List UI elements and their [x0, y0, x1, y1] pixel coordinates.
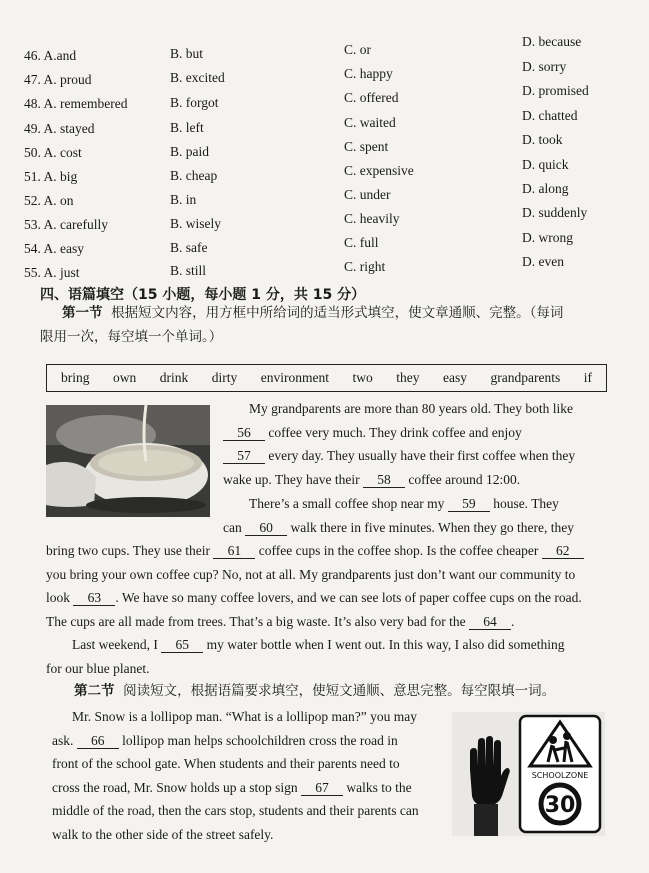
part2-label: 第二节: [74, 683, 115, 699]
part1-paragraph-2b: bring two cups. They use their 61 coffee cups in the coffee shop. Is the coffee cheaper 62 you bring your own coffee cup? No, not at all. My grandparents just don’t want our community to look 63 . We have so many coffee lovers, and we can see lots of paper coffee cups on the road. The cups are all made from trees. That’s a big waste. It’s also very bad for the 64 . Last weekend, I 65 my water bottle when I went out. In this way, I also did something for our blue planet.: [46, 543, 582, 676]
word-they: they: [396, 370, 420, 385]
option-46-d: D. because: [522, 34, 582, 49]
option-53-d: D. suddenly: [522, 205, 588, 220]
option-47-a: 47. A. proud: [24, 72, 92, 87]
option-55-c: C. right: [344, 259, 386, 274]
blank-59[interactable]: 59: [448, 496, 490, 512]
coffee-cup-photo: [46, 405, 210, 517]
blank-64[interactable]: 64: [469, 614, 511, 630]
option-46-a: 46. A.and: [24, 48, 77, 63]
part1-instruction-b: 限用一次，每空填一个单词。）: [40, 329, 223, 345]
option-46-c: C. or: [344, 42, 371, 57]
part1-label: 第一节: [62, 305, 103, 321]
section-4-heading: 四、语篇填空（15 小题，每小题 1 分，共 15 分）: [40, 287, 366, 303]
option-50-d: D. took: [522, 132, 563, 147]
blank-66[interactable]: 66: [77, 733, 119, 749]
option-48-b: B. forgot: [170, 95, 219, 110]
school-zone-sign-photo: [452, 712, 605, 836]
blank-60[interactable]: 60: [245, 520, 287, 536]
speed-limit-number: 30: [544, 793, 576, 818]
option-51-a: 51. A. big: [24, 169, 78, 184]
blank-62[interactable]: 62: [542, 543, 584, 559]
blank-58[interactable]: 58: [363, 472, 405, 488]
word-easy: easy: [442, 370, 467, 385]
blank-67[interactable]: 67: [301, 780, 343, 796]
blank-56[interactable]: 56: [223, 425, 265, 441]
option-51-b: B. cheap: [170, 168, 218, 183]
option-47-c: C. happy: [344, 66, 393, 81]
option-52-c: C. under: [344, 187, 391, 202]
option-55-b: B. still: [170, 263, 207, 278]
option-52-d: D. along: [522, 181, 569, 196]
option-47-d: D. sorry: [522, 59, 567, 74]
option-53-a: 53. A. carefully: [24, 217, 108, 232]
word-if: if: [583, 370, 592, 385]
schoolzone-label: SCHOOLZONE: [531, 771, 589, 780]
word-environment: environment: [260, 370, 329, 385]
option-48-a: 48. A. remembered: [24, 96, 128, 111]
option-54-b: B. safe: [170, 240, 208, 255]
option-50-b: B. paid: [170, 144, 209, 159]
option-52-b: B. in: [170, 192, 197, 207]
word-drink: drink: [159, 370, 189, 385]
part1-instruction-a: 根据短文内容，用方框中所给词的适当形式填空，使文章通顺、完整。（每词: [111, 305, 564, 321]
part1-instruction-line1: [62, 302, 563, 324]
option-54-d: D. wrong: [522, 230, 573, 245]
word-box: [46, 364, 607, 392]
option-49-a: 49. A. stayed: [24, 121, 95, 136]
part2-paragraph: Mr. Snow is a lollipop man. “What is a lollipop man?” you may ask. 66 lollipop man helps schoolchildren cross the road in front of the school gate. When students and their parents need to cross the road, Mr. Snow holds up a stop sign 67 walks to the middle of the road, then the cars stop, students and their parents can walk to the other side of the street safely.: [52, 709, 419, 842]
part1-paragraph-1: My grandparents are more than 80 years old. They both like 56 coffee very much. They drink coffee and enjoy 57 every day. They usually have their first coffee when they wake up. They have their 58 coffee around 12:00.: [223, 401, 576, 487]
option-52-a: 52. A. on: [24, 193, 74, 208]
option-49-b: B. left: [170, 120, 204, 135]
word-bring: bring: [61, 370, 90, 385]
option-55-d: D. even: [522, 254, 564, 269]
blank-57[interactable]: 57: [223, 448, 265, 464]
option-48-d: D. promised: [522, 83, 589, 98]
word-own: own: [113, 370, 137, 385]
blank-63[interactable]: 63: [73, 590, 115, 606]
option-53-b: B. wisely: [170, 216, 222, 231]
option-48-c: C. offered: [344, 90, 399, 105]
option-46-b: B. but: [170, 46, 204, 61]
option-51-c: C. expensive: [344, 163, 414, 178]
option-47-b: B. excited: [170, 70, 225, 85]
part2-instruction: 第二节 阅读短文，根据语篇要求填空，使短文通顺、意思完整。每空限填一词。: [74, 683, 556, 699]
option-53-c: C. heavily: [344, 211, 400, 226]
part1-paragraph-2a: There’s a small coffee shop near my 59 house. They can 60 walk there in five minutes. When they go there, they: [223, 496, 575, 535]
option-54-c: C. full: [344, 235, 379, 250]
word-grandparents: grandparents: [490, 370, 561, 385]
option-49-d: D. chatted: [522, 108, 578, 123]
schoolzone-sign: [520, 716, 600, 832]
option-51-d: D. quick: [522, 157, 569, 172]
word-two: two: [352, 370, 373, 385]
option-50-a: 50. A. cost: [24, 145, 82, 160]
blank-61[interactable]: 61: [213, 543, 255, 559]
option-54-a: 54. A. easy: [24, 241, 84, 256]
option-50-c: C. spent: [344, 139, 389, 154]
option-55-a: 55. A. just: [24, 265, 80, 280]
option-49-c: C. waited: [344, 115, 396, 130]
blank-65[interactable]: 65: [161, 637, 203, 653]
word-dirty: dirty: [211, 370, 238, 385]
